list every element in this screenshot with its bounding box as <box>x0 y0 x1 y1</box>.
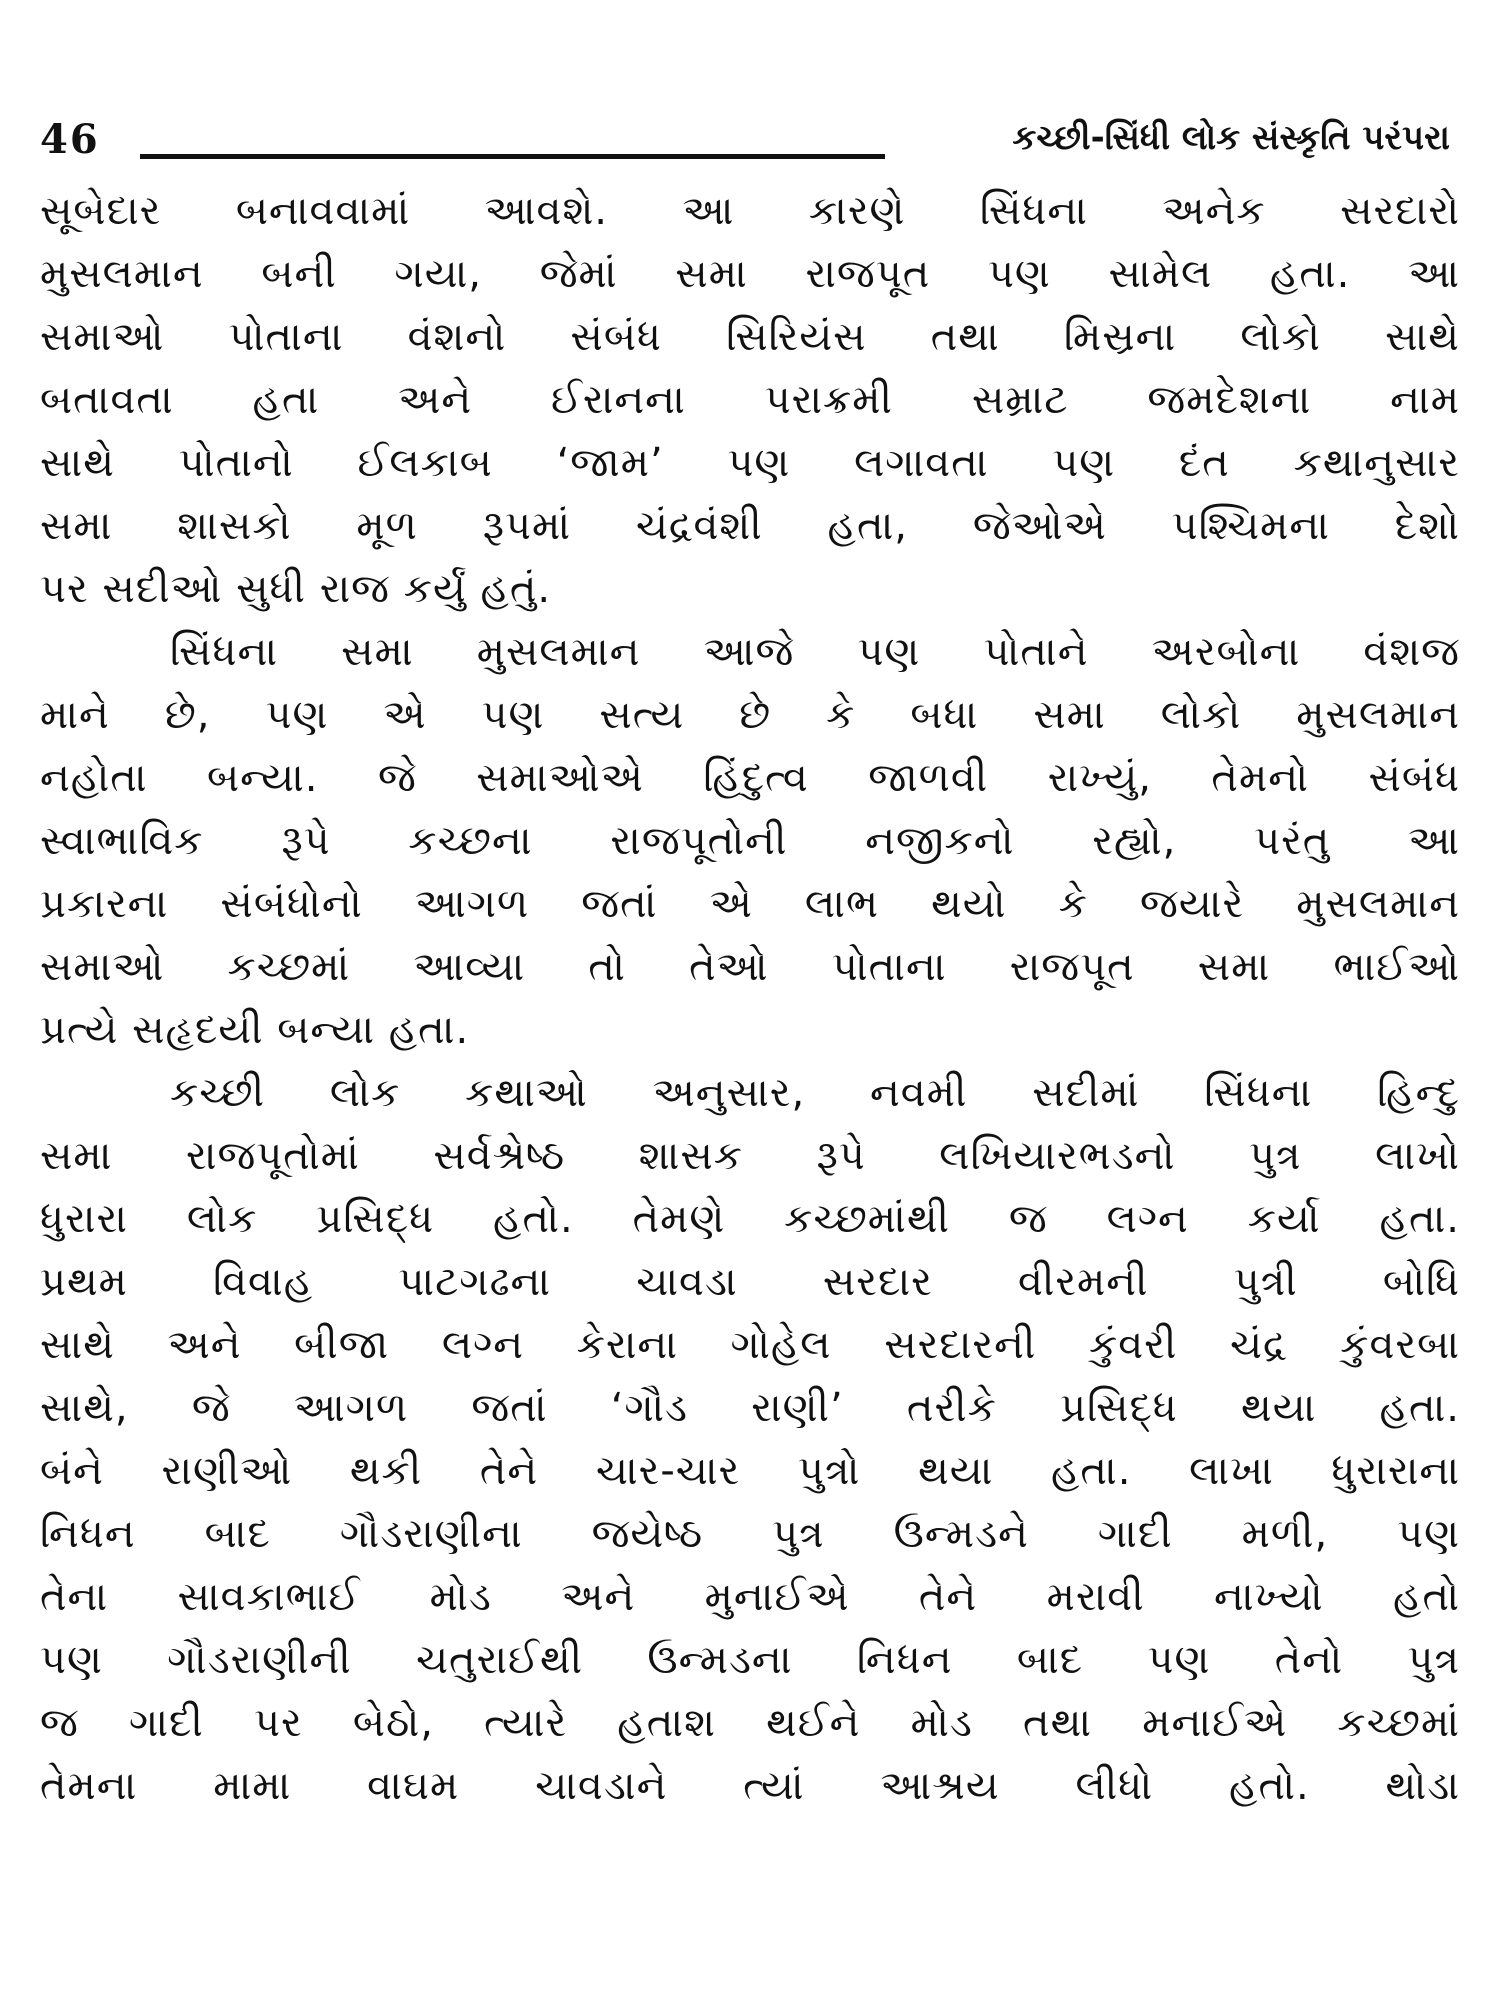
paragraph <box>40 621 1460 1062</box>
text-line: માને છે, પણ એ પણ સત્ય છે કે બધા સમા લોકો મુસલમાન <box>40 692 1460 738</box>
text-line: સમા રાજપૂતોમાં સર્વશ્રેષ્ઠ શાસક રૂપે લખિયારભડનો પુત્ર લાખો <box>40 1133 1460 1179</box>
text-line: તેના સાવકાભાઈ મોડ અને મુનાઈએ તેને મરાવી નાખ્યો હતો <box>40 1574 1460 1620</box>
body-text <box>40 180 1460 1818</box>
text-line: સમાઓ પોતાના વંશનો સંબંધ સિરિયંસ તથા મિસ્રના લોકો સાથે <box>40 314 1460 360</box>
text-line: બંને રાણીઓ થકી તેને ચાર-ચાર પુત્રો થયા હતા. લાખા ધુરારાના <box>40 1448 1460 1494</box>
text-line: સ્વાભાવિક રૂપે કચ્છના રાજપૂતોની નજીકનો રહ્યો, પરંતુ આ <box>40 818 1460 864</box>
text-line: સાથે, જે આગળ જતાં ‘ગૌડ રાણી’ તરીકે પ્રસિદ્ધ થયા હતા. <box>40 1385 1460 1431</box>
text-line: પ્રત્યે સહૃદયી બન્યા હતા. <box>40 1007 470 1053</box>
paragraph <box>40 1062 1460 1818</box>
text-line: સાથે અને બીજા લગ્ન કેરાના ગોહેલ સરદારની કુંવરી ચંદ્ર કુંવરબા <box>40 1322 1460 1368</box>
text-line: પ્રથમ વિવાહ પાટગઢના ચાવડા સરદાર વીરમની પુત્રી બોધિ <box>40 1259 1460 1305</box>
text-line: ધુરારા લોક પ્રસિદ્ધ હતો. તેમણે કચ્છમાંથી જ લગ્ન કર્યા હતા. <box>40 1196 1460 1242</box>
text-line: સૂબેદાર બનાવવામાં આવશે. આ કારણે સિંધના અનેક સરદારો <box>40 188 1460 234</box>
text-line: જ ગાદી પર બેઠો, ત્યારે હતાશ થઈને મોડ તથા મનાઈએ કચ્છમાં <box>40 1700 1460 1746</box>
page-header <box>40 110 1450 170</box>
text-line: પણ ગૌડરાણીની ચતુરાઈથી ઉન્મડના નિધન બાદ પણ તેનો પુત્ર <box>40 1637 1460 1683</box>
text-line: સમાઓ કચ્છમાં આવ્યા તો તેઓ પોતાના રાજપૂત સમા ભાઈઓ <box>40 944 1460 990</box>
text-line: સાથે પોતાનો ઈલકાબ ‘જામ’ પણ લગાવતા પણ દંત કથાનુસાર <box>40 440 1460 486</box>
text-line: મુસલમાન બની ગયા, જેમાં સમા રાજપૂત પણ સામેલ હતા. આ <box>40 251 1460 297</box>
text-line: સમા શાસકો મૂળ રૂપમાં ચંદ્રવંશી હતા, જેઓએ પશ્ચિમના દેશો <box>40 503 1460 549</box>
header-rule <box>140 154 885 159</box>
text-line: તેમના મામા વાઘમ ચાવડાને ત્યાં આશ્રય લીધો હતો. થોડા <box>40 1763 1460 1809</box>
text-line: પર સદીઓ સુધી રાજ કર્યું હતું. <box>40 566 552 612</box>
text-line: સિંધના સમા મુસલમાન આજે પણ પોતાને અરબોના વંશજ <box>170 629 1460 675</box>
running-title: કચ્છી-સિંધી લોક સંસ્કૃતિ પરંપરા <box>1012 118 1450 158</box>
text-line: પ્રકારના સંબંધોનો આગળ જતાં એ લાભ થયો કે જયારે મુસલમાન <box>40 881 1460 927</box>
text-line: નિધન બાદ ગૌડરાણીના જયેષ્ઠ પુત્ર ઉન્મડને ગાદી મળી, પણ <box>40 1511 1460 1557</box>
text-line: બતાવતા હતા અને ઈરાનના પરાક્રમી સમ્રાટ જમદેશના નામ <box>40 377 1460 423</box>
text-line: કચ્છી લોક કથાઓ અનુસાર, નવમી સદીમાં સિંધના હિન્દુ <box>170 1070 1460 1116</box>
text-line: નહોતા બન્યા. જે સમાઓએ હિંદુત્વ જાળવી રાખ્યું, તેમનો સંબંધ <box>40 755 1460 801</box>
page-number: 46 <box>40 116 100 163</box>
paragraph <box>40 180 1460 621</box>
